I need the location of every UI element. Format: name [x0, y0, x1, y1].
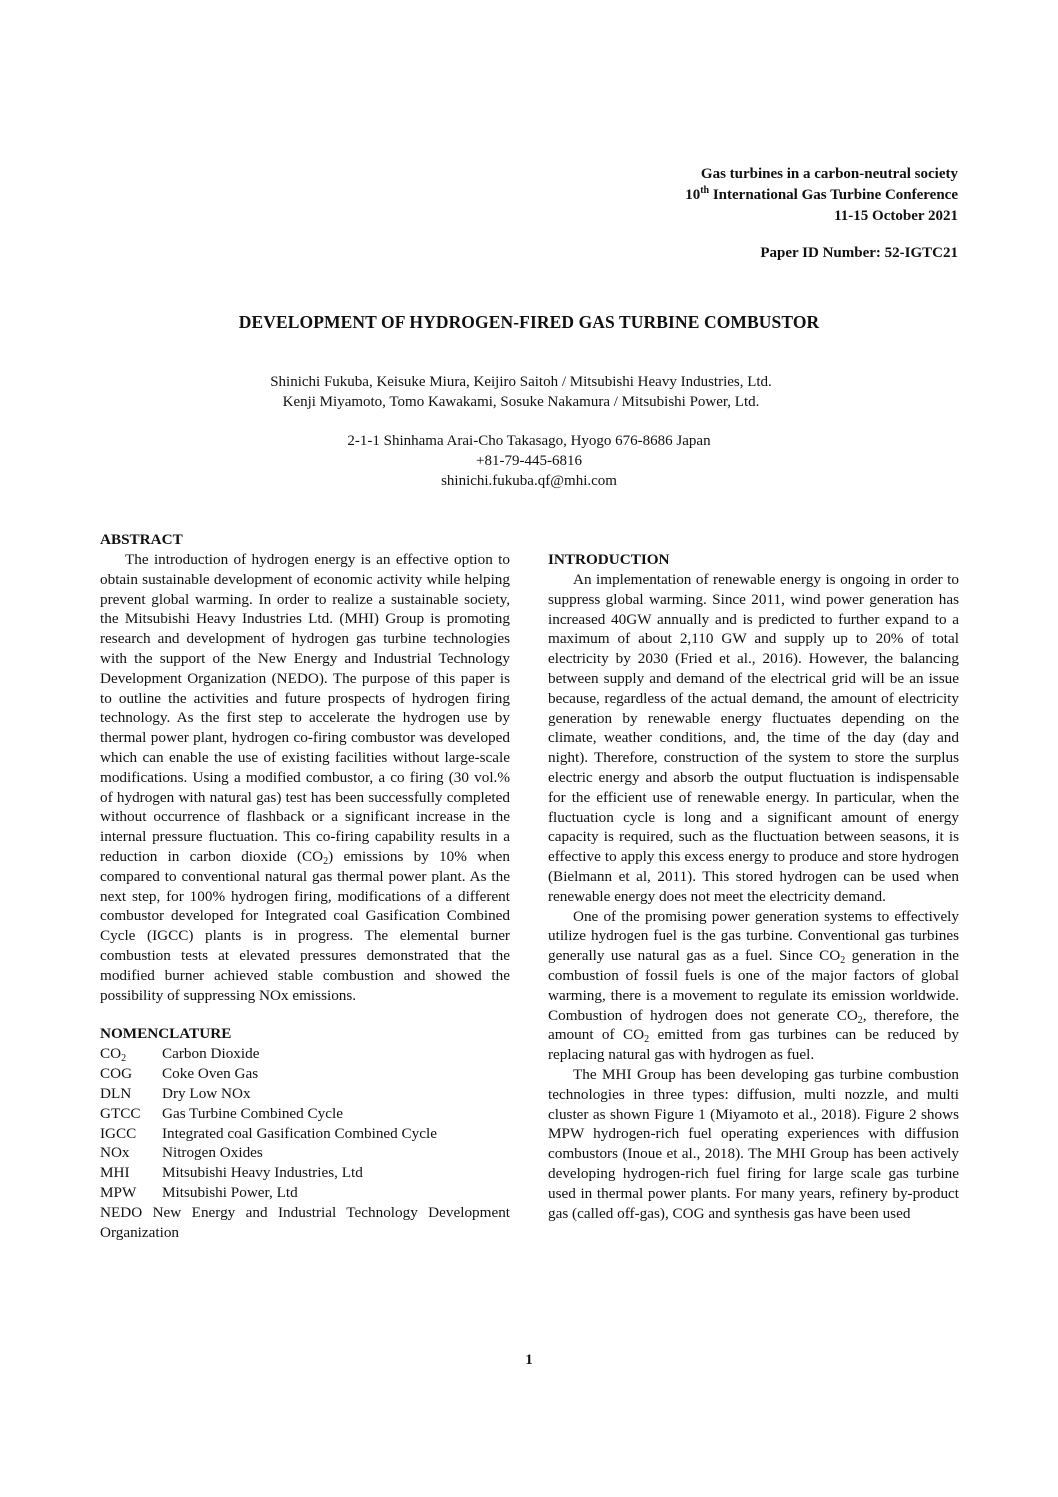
left-column: [100, 530, 510, 1242]
conference-theme: Gas turbines in a carbon-neutral society: [700, 166, 958, 182]
nomenclature-heading: NOMENCLATURE: [100, 1025, 232, 1043]
authors-line-2: Kenji Miyamoto, Tomo Kawakami, Sosuke Nakamura / Mitsubishi Power, Ltd.: [282, 394, 760, 410]
nomenclature-item: NOx Nitrogen Oxides: [100, 1144, 263, 1162]
phone: +81-79-445-6816: [476, 453, 582, 469]
nomenclature-item: IGCC Integrated coal Gasification Combined Cycle: [100, 1124, 437, 1142]
conference-name: 10th International Gas Turbine Conference: [685, 185, 958, 203]
right-column: [548, 550, 959, 1223]
authors: [0, 372, 1042, 412]
contact-block: [8, 431, 1050, 491]
nomenclature-item: MPW Mitsubishi Power, Ltd: [100, 1183, 298, 1201]
nomenclature-item: DLN Dry Low NOx: [100, 1084, 251, 1102]
paper-title: DEVELOPMENT OF HYDROGEN-FIRED GAS TURBINE COMBUSTOR: [238, 312, 820, 332]
nomenclature-item-nedo: NEDO New Energy and Industrial Technology Development Organization: [100, 1203, 511, 1241]
abstract-paragraph: The introduction of hydrogen energy is an effective option to obtain sustainable development of economic activity while helping prevent global warming. In order to realize a sustainable society, the Mitsubishi Heavy Industries Ltd. (MHI) Group is promoting research and development of hydrogen gas turbine technologies with the support of the New Energy and Industrial Technology Development Organization (NEDO). The purpose of this paper is to outline the activities and future prospects of hydrogen firing technology. As the first step to accelerate the hydrogen use by thermal power plant, hydrogen co-firing combustor was developed which can enable the use of existing facilities without large-scale modifications. Using a modified combustor, a co firing (30 vol.% of hydrogen with natural gas) test has been successfully completed without occurrence of flashback or a significant increase in the internal pressure fluctuation. This co-firing capability results in a reduction in carbon dioxide $(CO_2)$ emissions by 10% when compared to conventional natural gas thermal power plant. As the next step, for 100% hydrogen firing, modifications of a different combustor developed for Integrated coal Gasification Combined Cycle (IGCC) plants is in progress. The elemental burner combustion tests at elevated pressures demonstrated that the modified burner achieved stable combustion and showed the possibility of suppressing NOx emissions.: [100, 551, 510, 1004]
nomenclature-list: [100, 1044, 510, 1242]
conference-dates: 11-15 October 2021: [834, 208, 958, 224]
introduction-paragraph-3: The MHI Group has been developing gas turbine combustion technologies in three types: diffusion, multi nozzle, and multi cluster as shown Figure 1 (Miyamoto et al., 2018). Figure 2 shows MPW hydrogen-rich fuel operating experiences with diffusion combustors (Inoue et al., 2018). The MHI Group has been actively developing hydrogen-rich fuel firing for large scale gas turbine used in thermal power plants. For many years, refinery by-product gas (called off-gas), COG and synthesis gas have been used: [548, 1065, 959, 1222]
nomenclature-item: MHI Mitsubishi Heavy Industries, Ltd: [100, 1164, 363, 1182]
email: shinichi.fukuba.qf@mhi.com: [441, 473, 617, 489]
paper-id: Paper ID Number: 52-IGTC21: [760, 245, 958, 261]
introduction-paragraph-2: One of the promising power generation systems to effectively utilize hydrogen fuel is the gas turbine. Conventional gas turbines generally use natural gas as a fuel. Since $CO_2$ generation in the combustion of fossil fuels is one of the major factors of global warming, there is a movement to regulate its emission worldwide. Combustion of hydrogen does not generate $CO_2$, therefore, the amount of $CO_2$ emitted from gas turbines can be reduced by replacing natural gas with hydrogen as fuel.: [548, 907, 959, 1064]
nomenclature-item: COG Coke Oven Gas: [100, 1065, 259, 1083]
nomenclature-item: GTCC Gas Turbine Combined Cycle: [100, 1104, 343, 1122]
abstract-heading: ABSTRACT: [100, 531, 183, 548]
page-number: 1: [525, 1352, 533, 1368]
introduction-heading: INTRODUCTION: [548, 551, 670, 568]
address: 2-1-1 Shinhama Arai-Cho Takasago, Hyogo 676-8686 Japan: [347, 433, 711, 449]
authors-line-1: Shinichi Fukuba, Keisuke Miura, Keijiro Saitoh / Mitsubishi Heavy Industries, Ltd.: [270, 374, 772, 390]
nomenclature-item: $CO_2$ Carbon Dioxide: [100, 1045, 260, 1065]
conference-header: [685, 164, 958, 227]
introduction-paragraph-1: An implementation of renewable energy is ongoing in order to suppress global warming. Since 2011, wind power generation has increased 40GW annually and is predicted to further expand to a maximum of about 2,110 GW and supply up to 20% of total electricity by 2030 (Fried et al., 2016). However, the balancing between supply and demand of the electrical grid will be an issue because, regardless of the actual demand, the amount of electricity generation by renewable energy fluctuates depending on the climate, weather conditions, and, the time of the day (day and night). Therefore, construction of the system to store the surplus electric energy and absorb the output fluctuation is indispensable for the efficient use of renewable energy. In particular, when the fluctuation cycle is long and a significant amount of energy capacity is required, such as the fluctuation between seasons, it is effective to apply this excess energy to produce and store hydrogen (Bielmann et al, 2011). This stored hydrogen can be used when renewable energy does not meet the electricity demand.: [548, 571, 959, 905]
